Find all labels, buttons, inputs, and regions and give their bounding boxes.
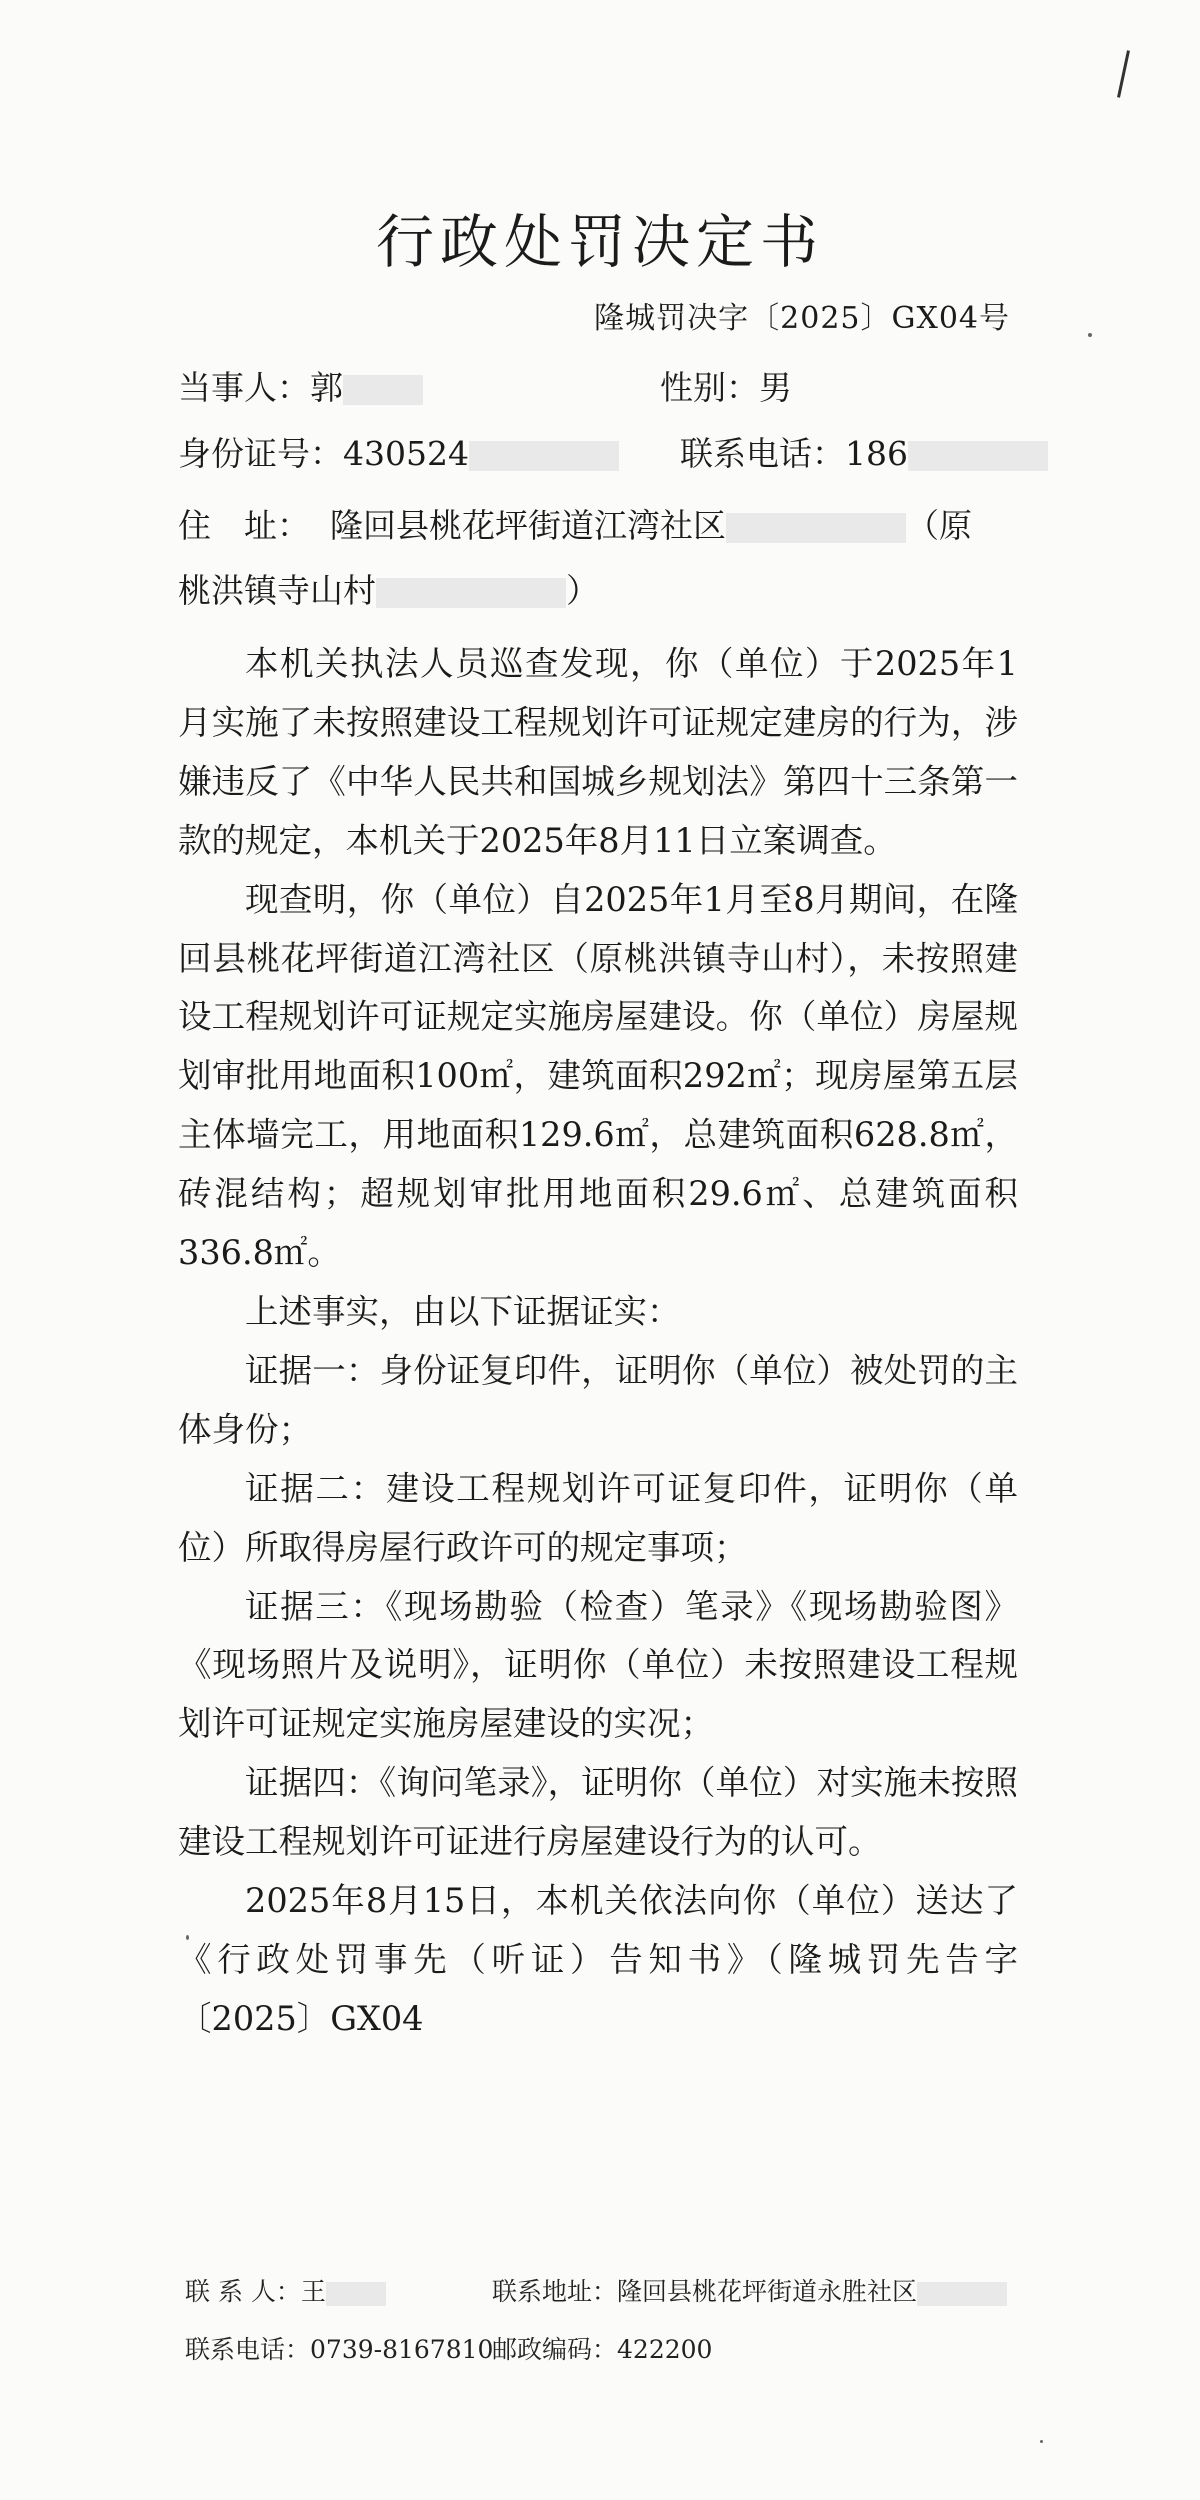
paragraph-inspection: 本机关执法人员巡查发现，你（单位）于2025年1月实施了未按照建设工程规划许可证规定建房的行为，涉嫌违反了《中华人民共和国城乡规划法》第四十三条第一款的规定，本机关于2025年8月11日立案调查。 <box>178 644 1018 860</box>
party-address-line2-end: ） <box>566 571 599 610</box>
party-address-label: 住 址： <box>178 506 310 545</box>
redaction <box>326 2282 386 2306</box>
scan-speck <box>1088 333 1092 337</box>
scan-speck <box>1040 2440 1043 2443</box>
redaction <box>908 441 1048 471</box>
redaction <box>376 578 566 608</box>
party-gender-label: 性别： <box>660 368 759 407</box>
party-id-value: 430524 <box>343 434 469 473</box>
footer-phone-label: 联系电话： <box>185 2335 311 2364</box>
footer-address-label: 联系地址： <box>492 2277 618 2306</box>
document-body <box>178 635 1018 2049</box>
party-gender-row <box>660 362 792 409</box>
party-phone-row <box>680 428 1048 475</box>
pen-mark <box>1117 50 1130 98</box>
footer-zip-label: 邮政编码： <box>492 2335 618 2364</box>
footer-zip-value: 422200 <box>617 2335 713 2364</box>
footer-contact <box>185 2272 386 2308</box>
paragraph-evidence-4: 证据四：《询问笔录》，证明你（单位）对实施未按照建设工程规划许可证进行房屋建设行为的认可。 <box>178 1763 1018 1862</box>
party-address-line2: 桃洪镇寺山村 <box>178 571 376 610</box>
party-address-row <box>178 500 972 547</box>
document-number: 隆城罚决字〔2025〕GX04号 <box>594 301 1010 336</box>
paragraph-evidence-2: 证据二：建设工程规划许可证复印件，证明你（单位）所取得房屋行政许可的规定事项； <box>178 1468 1018 1567</box>
party-address-line1: 隆回县桃花坪街道江湾社区 <box>330 506 726 545</box>
footer-phone <box>185 2330 493 2366</box>
party-id-label: 身份证号： <box>178 434 343 473</box>
footer-address <box>492 2272 1007 2308</box>
party-phone-label: 联系电话： <box>680 434 845 473</box>
party-gender-value: 男 <box>759 368 792 407</box>
footer-address-value: 隆回县桃花坪街道永胜社区 <box>617 2277 918 2306</box>
footer-contact-value: 王 <box>300 2277 326 2306</box>
document-title: 行政处罚决定书 <box>375 208 824 276</box>
party-address-row-2 <box>178 565 599 612</box>
scan-speck <box>186 1935 189 1940</box>
party-phone-value: 186 <box>845 434 908 473</box>
party-id-row <box>178 428 619 475</box>
paragraph-findings: 现查明，你（单位）自2025年1月至8月期间，在隆回县桃花坪街道江湾社区（原桃洪镇寺山村），未按照建设工程规划许可证规定实施房屋建设。你（单位）房屋规划审批用地面积100㎡，建筑面积292㎡；现房屋第五层主体墙完工，用地面积129.6㎡，总建筑面积628.8㎡，砖混结构；超规划审批用地面积29.6㎡、总建筑面积336.8㎡。 <box>178 879 1018 1273</box>
footer-contact-label: 联 系 人： <box>185 2277 301 2306</box>
party-name-row <box>178 362 423 409</box>
paragraph-evidence-intro: 上述事实，由以下证据证实： <box>245 1291 681 1331</box>
paragraph-evidence-3: 证据三：《现场勘验（检查）笔录》《现场勘验图》《现场照片及说明》，证明你（单位）未按照建设工程规划许可证规定实施房屋建设的实况； <box>178 1586 1018 1744</box>
redaction <box>917 2282 1007 2306</box>
party-name-label: 当事人： <box>178 368 310 407</box>
paragraph-evidence-1: 证据一：身份证复印件，证明你（单位）被处罚的主体身份； <box>178 1350 1018 1449</box>
party-name-value: 郭 <box>310 368 343 407</box>
footer-zip <box>492 2330 712 2366</box>
paragraph-notice: 2025年8月15日，本机关依法向你（单位）送达了《行政处罚事先（听证）告知书》（隆城罚先告字〔2025〕GX04 <box>178 1881 1018 2038</box>
redaction <box>343 375 423 405</box>
redaction <box>469 441 619 471</box>
footer-phone-value: 0739-8167810 <box>310 2335 494 2364</box>
redaction <box>726 513 906 543</box>
party-address-line1-end: （原 <box>906 506 972 545</box>
